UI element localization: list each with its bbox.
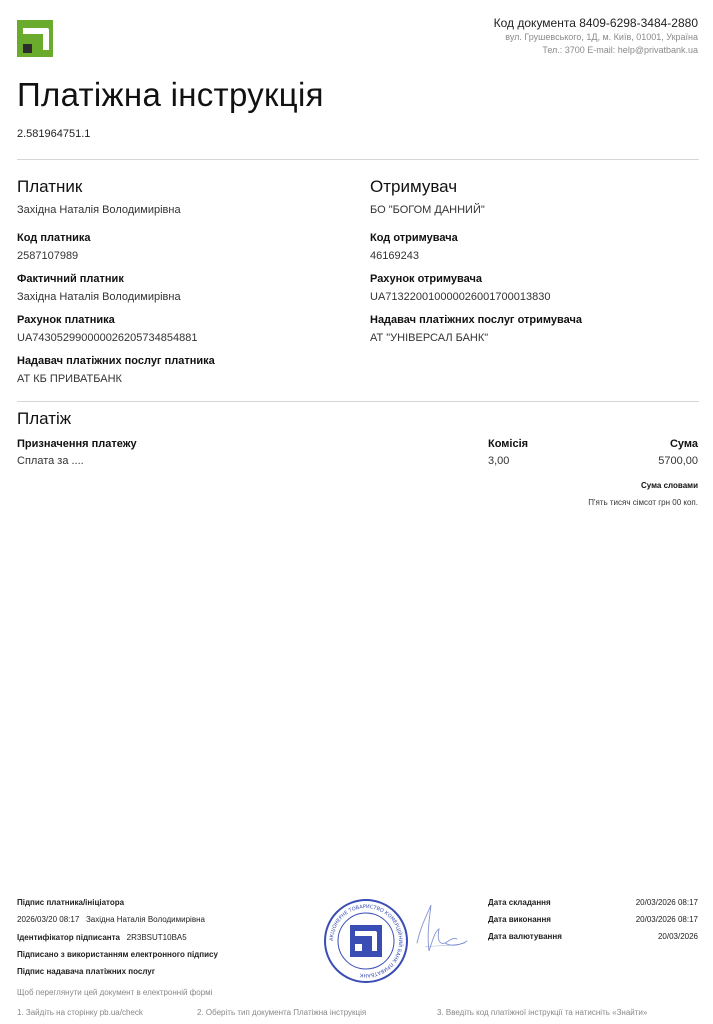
document-code: Код документа 8409-6298-3484-2880 [493, 16, 698, 30]
recipient-provider-label: Надавач платіжних послуг отримувача [370, 314, 582, 326]
recipient-section [370, 177, 700, 346]
bank-contacts: Тел.: 3700 E-mail: help@privatbank.ua [542, 45, 698, 55]
created-date-value: 20/03/2026 08:17 [635, 898, 698, 907]
payer-code-label: Код платника [17, 232, 91, 244]
document-number: 2.581964751.1 [17, 128, 91, 140]
recipient-account-value: UA713220010000026001700013830 [370, 291, 551, 303]
payer-code-field [17, 232, 347, 264]
payer-provider-value: АТ КБ ПРИВАТБАНК [17, 373, 122, 385]
recipient-provider-field [370, 314, 700, 346]
privatbank-logo [17, 20, 53, 57]
payer-account-value: UA743052990000026205734854881 [17, 332, 198, 344]
step-1: 1. Зайдіть на сторінку pb.ua/check [17, 1008, 143, 1017]
actual-payer-value: Західна Наталія Володимирівна [17, 291, 181, 303]
payer-provider-field [17, 355, 347, 387]
amount-words-value: П'ять тисяч сімсот грн 00 коп. [588, 498, 698, 507]
created-date-label: Дата складання [488, 898, 551, 907]
recipient-name: БО "БОГОМ ДАННИЙ" [370, 204, 485, 216]
actual-payer-label: Фактичний платник [17, 273, 124, 285]
step-2: 2. Оберіть тип документа Платіжна інструкція [197, 1008, 367, 1017]
value-date-label: Дата валютування [488, 932, 562, 941]
actual-payer-field [17, 273, 347, 305]
recipient-title: Отримувач [370, 177, 458, 196]
recipient-code-value: 46169243 [370, 250, 419, 262]
payer-name: Західна Наталія Володимирівна [17, 204, 181, 216]
signer-id-label: Ідентифікатор підписанта [17, 933, 120, 942]
signature-name: Західна Наталія Володимирівна [85, 915, 205, 924]
recipient-code-label: Код отримувача [370, 232, 458, 244]
step-3: 3. Введіть код платіжної інструкції та натисніть «Знайти» [437, 1008, 648, 1017]
bank-stamp [323, 898, 409, 984]
commission-label: Комісія [488, 438, 529, 450]
handwritten-signature [405, 895, 475, 965]
page-title: Платіжна інструкція [17, 76, 324, 113]
bank-address: вул. Грушевського, 1Д, м. Київ, 01001, Україна [505, 32, 698, 42]
e-signature-note: Підписано з використанням електронного підпису [17, 950, 218, 959]
signature-datetime: 2026/03/20 08:17 [17, 915, 80, 924]
commission-value: 3,00 [488, 455, 510, 467]
stamp-text: АКЦІОНЕРНЕ ТОВАРИСТВО КОМЕРЦІЙНИЙ БАНК ПРИВАТБАНК [328, 903, 404, 979]
signature-label: Підпис платника/ініціатора [17, 898, 125, 907]
provider-signature-label: Підпис надавача платіжних послуг [17, 967, 156, 976]
payer-section [17, 177, 347, 387]
purpose-value: Сплата за .... [17, 455, 84, 467]
document-header [494, 16, 698, 56]
payer-code-value: 2587107989 [17, 250, 79, 262]
amount-label: Сума [669, 438, 698, 450]
payer-title: Платник [17, 177, 83, 196]
divider [17, 401, 699, 402]
payer-provider-label: Надавач платіжних послуг платника [17, 355, 215, 367]
signer-id-value: 2R3BSUT10BA5 [126, 933, 187, 942]
payer-account-field [17, 314, 347, 346]
view-hint: Щоб переглянути цей документ в електронній формі [17, 988, 213, 997]
value-date-value: 20/03/2026 [657, 932, 698, 941]
recipient-account-label: Рахунок отримувача [370, 273, 482, 285]
executed-date-label: Дата виконання [488, 915, 551, 924]
recipient-account-field [370, 273, 700, 305]
recipient-provider-value: АТ "УНІВЕРСАЛ БАНК" [370, 332, 489, 344]
amount-words-label: Сума словами [640, 481, 698, 490]
amount-value: 5700,00 [658, 455, 698, 467]
executed-date-value: 20/03/2026 08:17 [635, 915, 698, 924]
payment-title: Платіж [17, 409, 72, 428]
recipient-code-field [370, 232, 700, 264]
signature-line [17, 915, 205, 924]
payer-account-label: Рахунок платника [17, 314, 115, 326]
divider [17, 159, 699, 160]
purpose-label: Призначення платежу [17, 438, 137, 450]
signer-id-line [17, 933, 187, 942]
